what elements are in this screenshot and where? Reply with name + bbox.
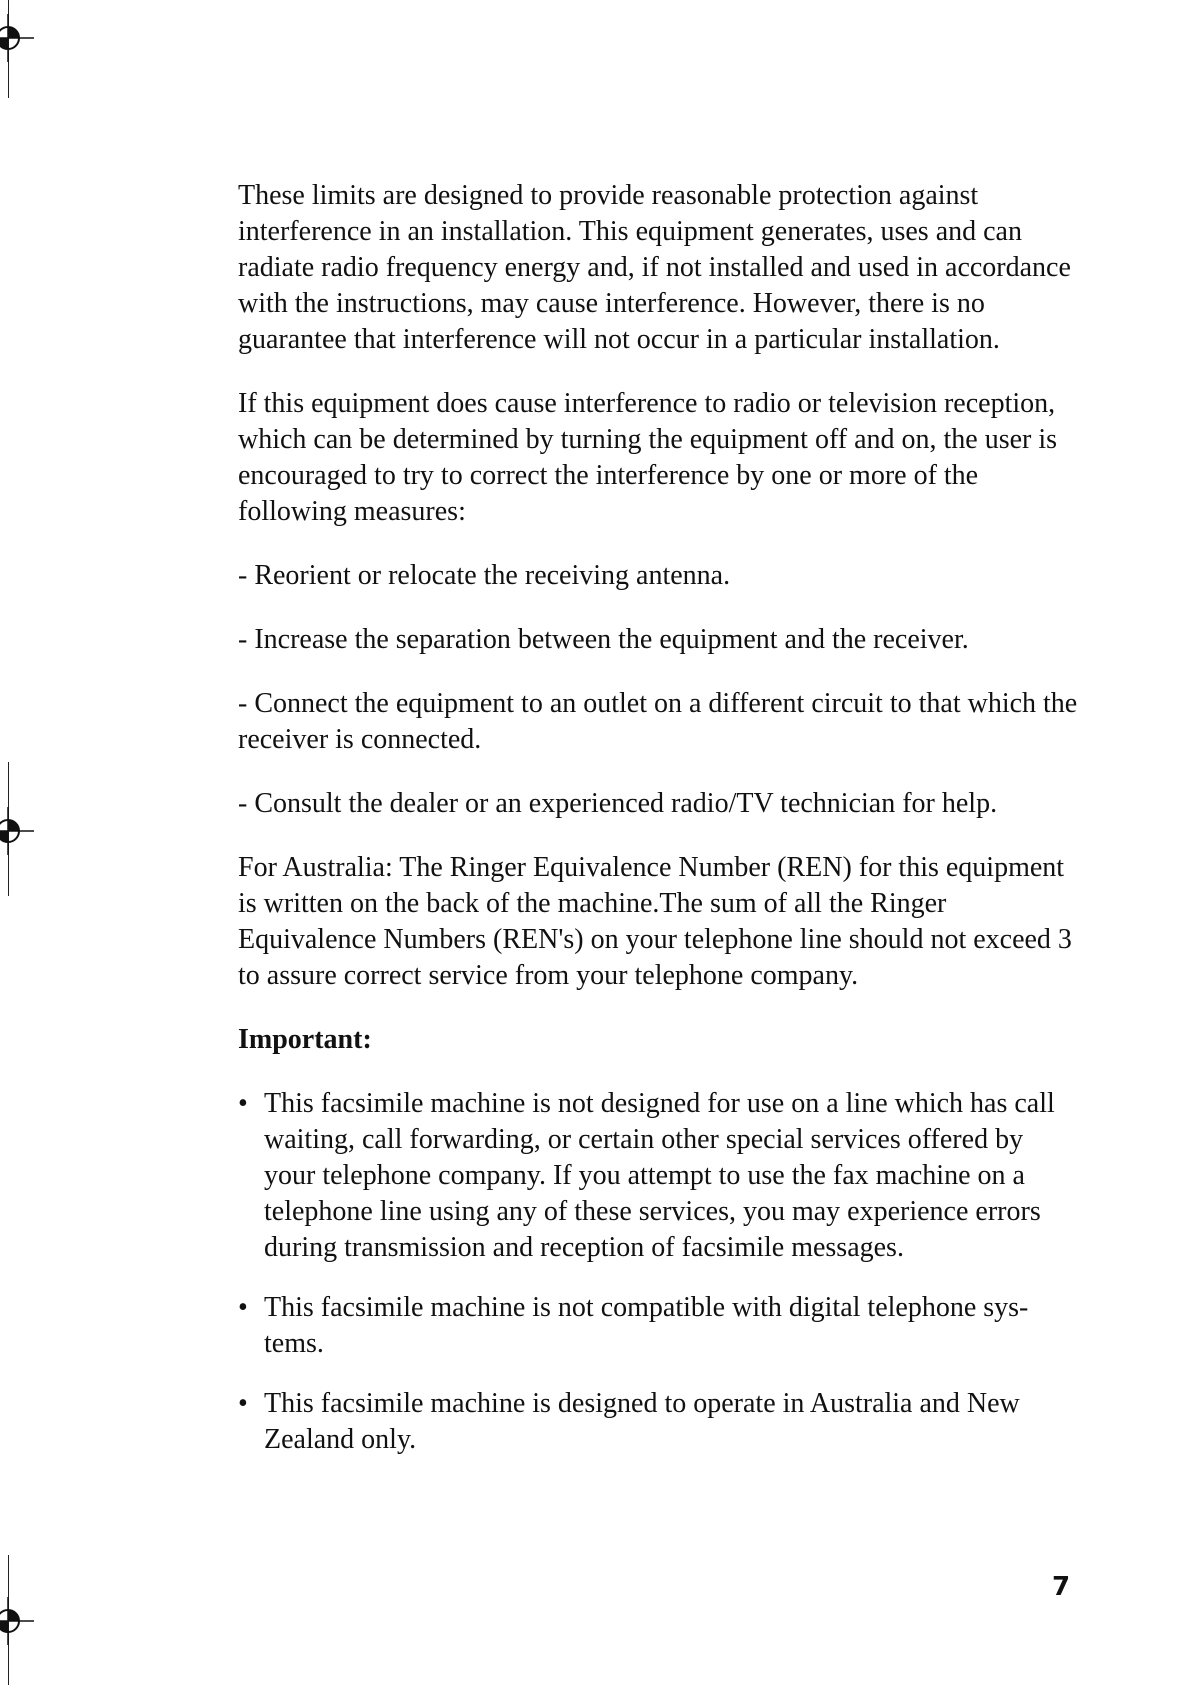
measure-different-circuit: - Connect the equipment to an outlet on a different circuit to that which the receiver is connected. [238, 688, 1078, 755]
body-text [238, 178, 1078, 1482]
paragraph-australia-ren: For Australia: The Ringer Equivalence Number (REN) for this equipment is written on the back of the machine.The sum of all the Ringer Equivalence Numbers (REN's) on your telephone line should not exceed 3 to assure correct service from your telephone company. [238, 852, 1072, 991]
important-heading: Important: [238, 1024, 372, 1055]
bullet-text-australia-nz: This facsimile machine is designed to operate in Australia and New Zealand only. [264, 1388, 1020, 1455]
bullet-icon: • [238, 1388, 248, 1419]
measure-increase-separation: - Increase the separation between the equipment and the receiver. [238, 624, 969, 655]
measure-reorient-antenna: - Reorient or relocate the receiving antenna. [238, 560, 731, 591]
bullet-text-call-waiting: This facsimile machine is not designed for use on a line which has call waiting, call forwarding, or certain other special services offered by your telephone company. If you attempt to use the fax machine on a telephone line using any of these services, you may experience errors during transmission and reception of facsimile messages. [264, 1088, 1055, 1263]
paragraph-interference-limits: These limits are designed to provide reasonable protection against interference in an installation. This equipment generates, uses and can radiate radio frequency energy and, if not installed and used in accordance with the instructions, may cause interference. However, there is no guarantee that interference will not occur in a particular installation. [238, 180, 1071, 355]
bullet-text-digital-systems: This facsimile machine is not compatible with digital telephone sys-tems. [264, 1292, 1029, 1359]
important-bullet-list [238, 1086, 1078, 1458]
registration-mark-top-icon [0, 8, 36, 68]
bullet-icon: • [238, 1088, 248, 1119]
bullet-icon: • [238, 1292, 248, 1323]
list-item [238, 1386, 1078, 1458]
measure-consult-dealer: - Consult the dealer or an experienced radio/TV technician for help. [238, 788, 998, 819]
list-item [238, 1290, 1078, 1362]
list-item [238, 1086, 1078, 1266]
registration-mark-middle-icon [0, 801, 36, 861]
paragraph-interference-measures: If this equipment does cause interference to radio or television reception, which can be determined by turning the equipment off and on, the user is encouraged to try to correct the interference by one or more of the following measures: [238, 388, 1058, 527]
registration-mark-bottom-icon [0, 1591, 36, 1651]
page-number: 7 [1052, 1572, 1071, 1602]
